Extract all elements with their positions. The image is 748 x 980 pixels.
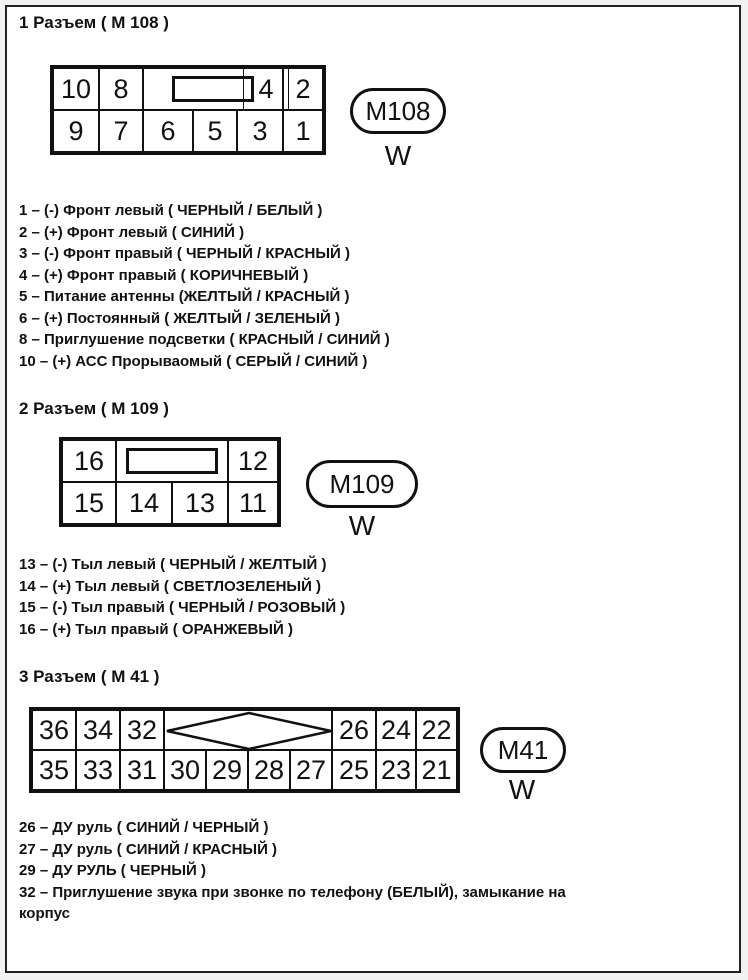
pin-description: 8 – Приглушение подсветки ( КРАСНЫЙ / СИНИЙ ) <box>19 331 390 348</box>
key-slot <box>164 710 332 750</box>
pin-23-cell: 23 <box>376 750 416 790</box>
section-1-heading: 1 Разъем ( M 108 ) <box>19 13 169 32</box>
connector-badge-m109: M109 <box>306 460 418 508</box>
pin-list-m108 <box>19 200 390 372</box>
pin-description: 29 – ДУ РУЛЬ ( ЧЕРНЫЙ ) <box>19 862 206 879</box>
pin-description: 26 – ДУ руль ( СИНИЙ / ЧЕРНЫЙ ) <box>19 819 269 836</box>
pin-30-cell: 30 <box>164 750 206 790</box>
pin-description: корпус <box>19 905 71 922</box>
latch-icon <box>172 76 254 102</box>
color-code-m41: W <box>508 774 536 805</box>
pin-list-m109 <box>19 554 345 640</box>
pin-1-cell: 1 <box>283 110 323 152</box>
pin-list-m41 <box>19 817 566 925</box>
pin-27-cell: 27 <box>290 750 332 790</box>
pin-33-cell: 33 <box>76 750 120 790</box>
pin-11-cell: 11 <box>228 482 278 524</box>
pin-4-cell: 4 <box>243 68 289 110</box>
pin-2-cell: 2 <box>283 68 323 110</box>
pin-35-cell: 35 <box>32 750 76 790</box>
pin-description: 32 – Приглушение звука при звонке по телефону (БЕЛЫЙ), замыкание на <box>19 883 566 901</box>
connector-m108 <box>50 65 326 155</box>
connector-m109 <box>59 437 281 527</box>
pin-description: 2 – (+) Фронт левый ( СИНИЙ ) <box>19 223 245 241</box>
pin-description: 16 – (+) Тыл правый ( ОРАНЖЕВЫЙ ) <box>19 620 293 638</box>
section-2-heading: 2 Разъем ( M 109 ) <box>19 399 169 418</box>
pin-36-cell: 36 <box>32 710 76 750</box>
pin-description: 1 – (-) Фронт левый ( ЧЕРНЫЙ / БЕЛЫЙ ) <box>19 202 323 219</box>
pin-description: 27 – ДУ руль ( СИНИЙ / КРАСНЫЙ ) <box>19 840 278 858</box>
connector-badge-m41: M41 <box>480 727 566 773</box>
diamond-key-icon <box>165 711 333 751</box>
pin-24-cell: 24 <box>376 710 416 750</box>
pin-description: 5 – Питание антенны (ЖЕЛТЫЙ / КРАСНЫЙ ) <box>19 288 350 305</box>
pin-6-cell: 6 <box>143 110 193 152</box>
pin-15-cell: 15 <box>62 482 116 524</box>
pin-description: 10 – (+) АСС Прорываомый ( СЕРЫЙ / СИНИЙ ) <box>19 352 368 370</box>
latch-icon <box>126 448 218 474</box>
pin-28-cell: 28 <box>248 750 290 790</box>
pin-34-cell: 34 <box>76 710 120 750</box>
pin-13-cell: 13 <box>172 482 228 524</box>
color-code-m109: W <box>348 510 376 541</box>
pin-7-cell: 7 <box>99 110 143 152</box>
pin-3-cell: 3 <box>237 110 283 152</box>
pin-25-cell: 25 <box>332 750 376 790</box>
pin-21-cell: 21 <box>416 750 457 790</box>
pin-8-cell: 8 <box>99 68 143 110</box>
pin-31-cell: 31 <box>120 750 164 790</box>
connector-badge-m108: M108 <box>350 88 446 134</box>
section-3-heading: 3 Разъем ( M 41 ) <box>19 667 160 686</box>
pin-32-cell: 32 <box>120 710 164 750</box>
pin-5-cell: 5 <box>193 110 237 152</box>
pin-description: 15 – (-) Тыл правый ( ЧЕРНЫЙ / РОЗОВЫЙ ) <box>19 599 346 616</box>
color-code-m108: W <box>384 140 412 171</box>
pin-description: 14 – (+) Тыл левый ( СВЕТЛОЗЕЛЕНЫЙ ) <box>19 577 322 595</box>
pin-29-cell: 29 <box>206 750 248 790</box>
pin-16-cell: 16 <box>62 440 116 482</box>
pin-22-cell: 22 <box>416 710 457 750</box>
pin-description: 4 – (+) Фронт правый ( КОРИЧНЕВЫЙ ) <box>19 266 309 284</box>
connector-m41 <box>29 707 460 793</box>
pin-9-cell: 9 <box>53 110 99 152</box>
pin-14-cell: 14 <box>116 482 172 524</box>
pin-26-cell: 26 <box>332 710 376 750</box>
pin-description: 6 – (+) Постоянный ( ЖЕЛТЫЙ / ЗЕЛЕНЫЙ ) <box>19 309 340 327</box>
pin-10-cell: 10 <box>53 68 99 110</box>
latch-slot <box>116 440 228 482</box>
pin-12-cell: 12 <box>228 440 278 482</box>
pin-description: 13 – (-) Тыл левый ( ЧЕРНЫЙ / ЖЕЛТЫЙ ) <box>19 556 327 573</box>
pin-description: 3 – (-) Фронт правый ( ЧЕРНЫЙ / КРАСНЫЙ ) <box>19 245 350 262</box>
